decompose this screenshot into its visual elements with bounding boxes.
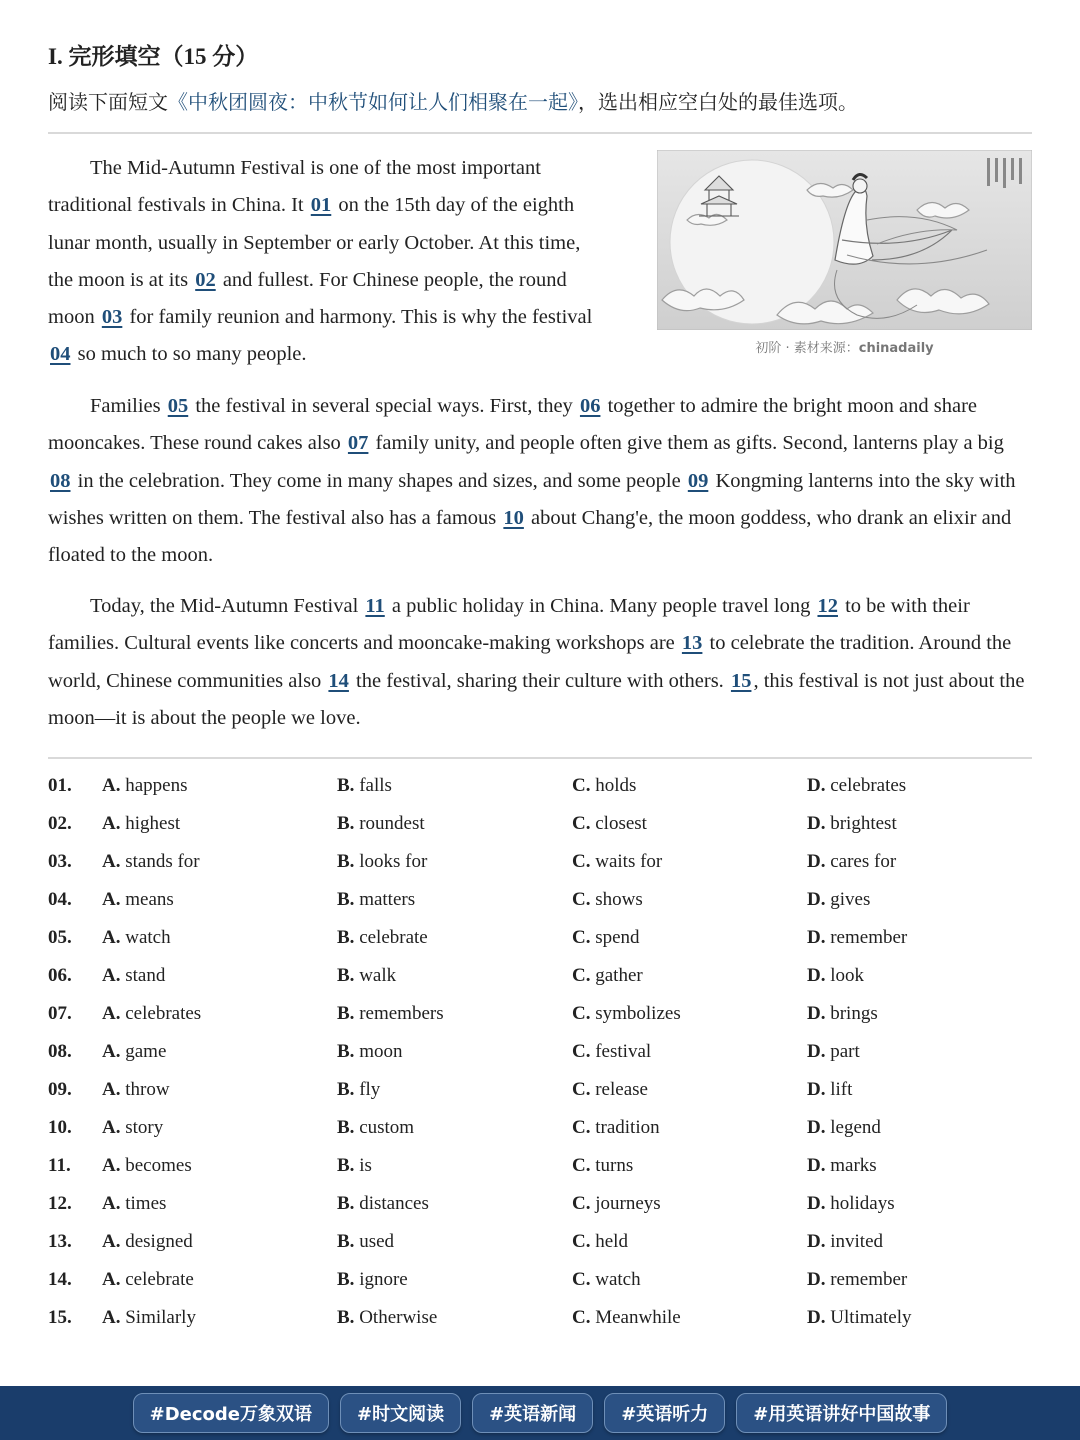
option-text: designed bbox=[120, 1231, 193, 1252]
option-text: story bbox=[120, 1117, 164, 1138]
question-number: 03. bbox=[48, 851, 72, 872]
option-text: festival bbox=[590, 1041, 652, 1062]
option-letter: A. bbox=[102, 927, 121, 948]
passage-paragraph-1 bbox=[48, 150, 598, 374]
top-divider bbox=[48, 132, 1032, 134]
option-text: brightest bbox=[825, 813, 897, 834]
option-text: distances bbox=[354, 1193, 429, 1214]
blank-12: 12 bbox=[817, 595, 838, 617]
blank-04: 04 bbox=[50, 343, 71, 366]
option-text: invited bbox=[825, 1231, 884, 1252]
figure-caption bbox=[657, 337, 1032, 356]
option-text: gives bbox=[825, 889, 871, 910]
option-text: spend bbox=[590, 927, 640, 948]
option-text: Otherwise bbox=[354, 1307, 438, 1328]
question-number: 15. bbox=[48, 1307, 72, 1328]
option-letter: D. bbox=[807, 851, 826, 872]
option-d[interactable] bbox=[807, 1269, 907, 1291]
option-c[interactable] bbox=[572, 1079, 648, 1101]
option-letter: D. bbox=[807, 1193, 826, 1214]
option-text: used bbox=[354, 1231, 395, 1252]
option-letter: C. bbox=[572, 775, 591, 796]
question-number: 14. bbox=[48, 1269, 72, 1290]
option-letter: C. bbox=[572, 1307, 591, 1328]
passage-text: family unity, and people often give them as gifts. Second, lanterns play a big bbox=[370, 432, 1004, 455]
option-text: celebrates bbox=[120, 1003, 202, 1024]
option-letter: A. bbox=[102, 1117, 121, 1138]
question-row bbox=[48, 768, 1032, 806]
option-text: cares for bbox=[825, 851, 897, 872]
option-letter: D. bbox=[807, 775, 826, 796]
option-c[interactable] bbox=[572, 1231, 628, 1253]
passage-text: , this festival is not just about the moon—it is about the people we love. bbox=[48, 669, 1025, 729]
option-text: release bbox=[590, 1079, 648, 1100]
option-text: watch bbox=[590, 1269, 641, 1290]
option-letter: D. bbox=[807, 1231, 826, 1252]
option-a[interactable] bbox=[102, 1269, 194, 1291]
passage-text: and fullest. For Chinese people, the round moon bbox=[48, 268, 567, 329]
blank-02: 02 bbox=[195, 268, 216, 291]
option-letter: B. bbox=[337, 775, 355, 796]
option-text: stands for bbox=[120, 851, 200, 872]
option-letter: B. bbox=[337, 1307, 355, 1328]
option-text: held bbox=[590, 1231, 628, 1252]
option-a[interactable] bbox=[102, 965, 165, 987]
option-d[interactable] bbox=[807, 1117, 881, 1139]
option-letter: A. bbox=[102, 1155, 121, 1176]
option-letter: B. bbox=[337, 1041, 355, 1062]
option-letter: A. bbox=[102, 813, 121, 834]
option-text: Ultimately bbox=[825, 1307, 912, 1328]
option-a[interactable] bbox=[102, 1231, 193, 1253]
option-b[interactable] bbox=[337, 1041, 402, 1063]
option-letter: C. bbox=[572, 1269, 591, 1290]
passage-text: Families bbox=[90, 395, 166, 417]
blank-10: 10 bbox=[503, 506, 524, 529]
passage-text: on the 15th day of the eighth lunar month, usually in September or early October. At this time, the moon is at its bbox=[48, 194, 581, 291]
option-c[interactable] bbox=[572, 851, 662, 873]
option-letter: A. bbox=[102, 775, 121, 796]
option-letter: C. bbox=[572, 1003, 591, 1024]
passage-text: so much to so many people. bbox=[72, 343, 307, 366]
option-d[interactable] bbox=[807, 851, 896, 873]
option-letter: B. bbox=[337, 927, 355, 948]
option-letter: A. bbox=[102, 1307, 121, 1328]
passage-text: Kongming lanterns into the sky with wishes written on them. The festival also has a famous bbox=[48, 469, 1016, 529]
blank-01: 01 bbox=[310, 194, 332, 217]
option-text: highest bbox=[120, 813, 181, 834]
option-b[interactable] bbox=[337, 1155, 372, 1177]
option-text: Similarly bbox=[120, 1307, 196, 1328]
passage-text: to be with their families. Cultural events like concerts and mooncake-making workshops are bbox=[48, 595, 970, 655]
instruction-suffix: ，选出相应空白处的最佳选项。 bbox=[578, 92, 858, 114]
question-row bbox=[48, 920, 1032, 958]
blank-03: 03 bbox=[101, 306, 123, 329]
option-letter: A. bbox=[102, 1231, 121, 1252]
option-a[interactable] bbox=[102, 1117, 163, 1139]
option-text: holidays bbox=[825, 1193, 895, 1214]
option-letter: D. bbox=[807, 1003, 826, 1024]
moon-goddess-figure bbox=[657, 150, 1032, 356]
option-letter: B. bbox=[337, 851, 355, 872]
option-text: remembers bbox=[354, 1003, 444, 1024]
option-text: holds bbox=[590, 775, 637, 796]
option-letter: B. bbox=[337, 1003, 355, 1024]
option-b[interactable] bbox=[337, 1003, 444, 1025]
option-a[interactable] bbox=[102, 1041, 166, 1063]
question-number: 05. bbox=[48, 927, 72, 948]
option-text: brings bbox=[825, 1003, 878, 1024]
option-text: matters bbox=[354, 889, 416, 910]
option-letter: A. bbox=[102, 1003, 121, 1024]
option-letter: C. bbox=[572, 965, 591, 986]
section-number: I. bbox=[48, 44, 63, 69]
option-letter: C. bbox=[572, 1193, 591, 1214]
option-d[interactable] bbox=[807, 1193, 895, 1215]
question-number: 13. bbox=[48, 1231, 72, 1252]
option-letter: D. bbox=[807, 1269, 826, 1290]
option-letter: C. bbox=[572, 1041, 591, 1062]
option-d[interactable] bbox=[807, 1307, 912, 1329]
option-letter: A. bbox=[102, 1079, 121, 1100]
option-letter: C. bbox=[572, 1231, 591, 1252]
option-letter: B. bbox=[337, 1079, 355, 1100]
option-text: looks for bbox=[354, 851, 428, 872]
option-letter: A. bbox=[102, 889, 121, 910]
option-text: walk bbox=[354, 965, 397, 986]
option-d[interactable] bbox=[807, 965, 864, 987]
option-text: falls bbox=[354, 775, 392, 796]
option-text: watch bbox=[120, 927, 171, 948]
option-text: happens bbox=[120, 775, 188, 796]
option-b[interactable] bbox=[337, 1079, 380, 1101]
option-letter: C. bbox=[572, 1155, 591, 1176]
option-text: celebrates bbox=[825, 775, 907, 796]
option-a[interactable] bbox=[102, 813, 180, 835]
option-d[interactable] bbox=[807, 1003, 878, 1025]
caption-prefix: 初阶 · 素材来源： bbox=[755, 341, 859, 356]
option-text: is bbox=[354, 1155, 372, 1176]
hashtag-button[interactable]: #英语新闻 bbox=[472, 1393, 593, 1433]
blank-11: 11 bbox=[365, 595, 385, 617]
option-c[interactable] bbox=[572, 1003, 681, 1025]
passage-text: together to admire the bright moon and share mooncakes. These round cakes also bbox=[48, 395, 978, 455]
option-a[interactable] bbox=[102, 851, 200, 873]
option-text: celebrate bbox=[354, 927, 428, 948]
option-letter: D. bbox=[807, 1041, 826, 1062]
passage-paragraph-2 bbox=[48, 388, 1032, 574]
option-c[interactable] bbox=[572, 965, 643, 987]
option-d[interactable] bbox=[807, 813, 897, 835]
option-letter: A. bbox=[102, 851, 121, 872]
hashtag-button[interactable]: #英语听力 bbox=[604, 1393, 725, 1433]
question-number: 08. bbox=[48, 1041, 72, 1062]
option-text: waits for bbox=[590, 851, 663, 872]
option-b[interactable] bbox=[337, 813, 425, 835]
option-b[interactable] bbox=[337, 927, 428, 949]
bottom-divider bbox=[48, 757, 1032, 759]
question-number: 11. bbox=[48, 1155, 71, 1176]
option-c[interactable] bbox=[572, 775, 636, 797]
option-a[interactable] bbox=[102, 775, 188, 797]
passage-text: about Chang'e, the moon goddess, who drank an elixir and floated to the moon. bbox=[48, 506, 1012, 567]
article-title: 《中秋团圆夜：中秋节如何让人们相聚在一起》 bbox=[168, 92, 578, 114]
blank-09: 09 bbox=[687, 469, 709, 492]
instruction bbox=[48, 86, 858, 115]
question-number: 06. bbox=[48, 965, 72, 986]
option-letter: D. bbox=[807, 927, 826, 948]
option-d[interactable] bbox=[807, 889, 870, 911]
option-a[interactable] bbox=[102, 1307, 196, 1329]
passage-text: Today, the Mid-Autumn Festival bbox=[90, 595, 364, 617]
option-letter: D. bbox=[807, 1079, 826, 1100]
option-letter: C. bbox=[572, 1079, 591, 1100]
option-text: roundest bbox=[354, 813, 425, 834]
option-letter: B. bbox=[337, 1117, 355, 1138]
question-number: 10. bbox=[48, 1117, 72, 1138]
option-text: custom bbox=[354, 1117, 415, 1138]
change-illustration bbox=[657, 150, 1032, 330]
option-b[interactable] bbox=[337, 1117, 414, 1139]
question-row bbox=[48, 958, 1032, 996]
question-number: 12. bbox=[48, 1193, 72, 1214]
option-a[interactable] bbox=[102, 1003, 201, 1025]
question-number: 09. bbox=[48, 1079, 72, 1100]
option-c[interactable] bbox=[572, 1193, 661, 1215]
option-text: game bbox=[120, 1041, 167, 1062]
option-text: ignore bbox=[354, 1269, 408, 1290]
option-text: remember bbox=[825, 1269, 908, 1290]
passage-text: a public holiday in China. Many people travel long bbox=[386, 595, 816, 617]
option-text: shows bbox=[590, 889, 643, 910]
passage-paragraph-3 bbox=[48, 588, 1032, 737]
option-d[interactable] bbox=[807, 927, 907, 949]
option-b[interactable] bbox=[337, 1307, 437, 1329]
option-letter: D. bbox=[807, 1307, 826, 1328]
option-text: lift bbox=[825, 1079, 853, 1100]
option-text: celebrate bbox=[120, 1269, 194, 1290]
hashtag-button[interactable]: #Decode万象双语 bbox=[133, 1393, 329, 1433]
option-c[interactable] bbox=[572, 927, 640, 949]
option-letter: A. bbox=[102, 1041, 121, 1062]
question-number: 01. bbox=[48, 775, 72, 796]
option-c[interactable] bbox=[572, 1269, 641, 1291]
question-number: 02. bbox=[48, 813, 72, 834]
option-letter: A. bbox=[102, 965, 121, 986]
option-text: throw bbox=[120, 1079, 170, 1100]
passage-text: for family reunion and harmony. This is why the festival bbox=[124, 306, 593, 329]
option-c[interactable] bbox=[572, 889, 643, 911]
blank-15: 15 bbox=[730, 669, 752, 692]
question-row bbox=[48, 996, 1032, 1034]
option-letter: D. bbox=[807, 965, 826, 986]
option-text: closest bbox=[590, 813, 647, 834]
option-text: remember bbox=[825, 927, 908, 948]
option-letter: B. bbox=[337, 1193, 355, 1214]
option-letter: A. bbox=[102, 1193, 121, 1214]
option-letter: D. bbox=[807, 1155, 826, 1176]
footer-tag-bar bbox=[0, 1386, 1080, 1440]
question-row bbox=[48, 844, 1032, 882]
option-b[interactable] bbox=[337, 1269, 408, 1291]
option-c[interactable] bbox=[572, 1307, 681, 1329]
question-row bbox=[48, 1224, 1032, 1262]
question-row bbox=[48, 1148, 1032, 1186]
option-text: tradition bbox=[590, 1117, 660, 1138]
option-letter: C. bbox=[572, 1117, 591, 1138]
passage-text: in the celebration. They come in many shapes and sizes, and some people bbox=[72, 469, 686, 492]
option-d[interactable] bbox=[807, 1041, 860, 1063]
option-letter: D. bbox=[807, 889, 826, 910]
option-text: becomes bbox=[120, 1155, 192, 1176]
option-d[interactable] bbox=[807, 1079, 852, 1101]
blank-07: 07 bbox=[347, 432, 369, 455]
option-text: stand bbox=[120, 965, 166, 986]
option-d[interactable] bbox=[807, 1231, 883, 1253]
question-row bbox=[48, 806, 1032, 844]
option-b[interactable] bbox=[337, 851, 427, 873]
option-letter: B. bbox=[337, 1155, 355, 1176]
option-letter: C. bbox=[572, 927, 591, 948]
question-number: 04. bbox=[48, 889, 72, 910]
option-text: times bbox=[120, 1193, 167, 1214]
instruction-prefix: 阅读下面短文 bbox=[48, 92, 168, 114]
section-title bbox=[48, 38, 258, 71]
option-text: means bbox=[120, 889, 174, 910]
option-a[interactable] bbox=[102, 927, 171, 949]
option-a[interactable] bbox=[102, 889, 174, 911]
option-b[interactable] bbox=[337, 889, 415, 911]
option-text: turns bbox=[590, 1155, 634, 1176]
option-b[interactable] bbox=[337, 1231, 394, 1253]
option-text: Meanwhile bbox=[590, 1307, 681, 1328]
option-text: marks bbox=[825, 1155, 877, 1176]
caption-source: chinadaily bbox=[858, 341, 934, 356]
blank-13: 13 bbox=[681, 632, 703, 655]
option-b[interactable] bbox=[337, 775, 392, 797]
hashtag-button[interactable]: #用英语讲好中国故事 bbox=[736, 1393, 947, 1433]
passage-text: to celebrate the tradition. Around the world, Chinese communities also bbox=[48, 632, 1012, 692]
option-letter: B. bbox=[337, 1269, 355, 1290]
option-d[interactable] bbox=[807, 775, 906, 797]
option-b[interactable] bbox=[337, 1193, 429, 1215]
passage-text: the festival, sharing their culture with others. bbox=[350, 669, 729, 692]
option-letter: D. bbox=[807, 813, 826, 834]
option-text: part bbox=[825, 1041, 860, 1062]
option-c[interactable] bbox=[572, 813, 647, 835]
option-letter: D. bbox=[807, 1117, 826, 1138]
option-letter: C. bbox=[572, 813, 591, 834]
question-row bbox=[48, 882, 1032, 920]
answer-options bbox=[48, 768, 1032, 1338]
option-a[interactable] bbox=[102, 1193, 166, 1215]
option-text: symbolizes bbox=[590, 1003, 681, 1024]
passage-text: the festival in several special ways. First, they bbox=[190, 395, 578, 417]
question-row bbox=[48, 1110, 1032, 1148]
question-row bbox=[48, 1034, 1032, 1072]
option-text: moon bbox=[354, 1041, 403, 1062]
question-row bbox=[48, 1072, 1032, 1110]
hashtag-button[interactable]: #时文阅读 bbox=[340, 1393, 461, 1433]
blank-08: 08 bbox=[50, 469, 71, 492]
option-letter: B. bbox=[337, 813, 355, 834]
section-title-text: 完形填空（15 分） bbox=[68, 44, 259, 69]
option-c[interactable] bbox=[572, 1117, 660, 1139]
blank-14: 14 bbox=[328, 669, 349, 692]
option-a[interactable] bbox=[102, 1155, 192, 1177]
option-b[interactable] bbox=[337, 965, 396, 987]
option-text: legend bbox=[825, 1117, 881, 1138]
blank-06: 06 bbox=[579, 395, 601, 417]
option-letter: C. bbox=[572, 851, 591, 872]
question-row bbox=[48, 1262, 1032, 1300]
blank-05: 05 bbox=[167, 395, 189, 417]
option-c[interactable] bbox=[572, 1155, 633, 1177]
question-row bbox=[48, 1186, 1032, 1224]
option-a[interactable] bbox=[102, 1079, 170, 1101]
question-row bbox=[48, 1300, 1032, 1338]
option-letter: B. bbox=[337, 889, 355, 910]
option-letter: C. bbox=[572, 889, 591, 910]
question-number: 07. bbox=[48, 1003, 72, 1024]
passage-text: The Mid-Autumn Festival is one of the most important traditional festivals in China. It bbox=[48, 157, 541, 217]
option-c[interactable] bbox=[572, 1041, 651, 1063]
option-letter: B. bbox=[337, 965, 355, 986]
option-letter: A. bbox=[102, 1269, 121, 1290]
option-text: look bbox=[825, 965, 865, 986]
option-d[interactable] bbox=[807, 1155, 877, 1177]
option-text: fly bbox=[354, 1079, 381, 1100]
option-text: journeys bbox=[590, 1193, 661, 1214]
option-text: gather bbox=[590, 965, 643, 986]
option-letter: B. bbox=[337, 1231, 355, 1252]
